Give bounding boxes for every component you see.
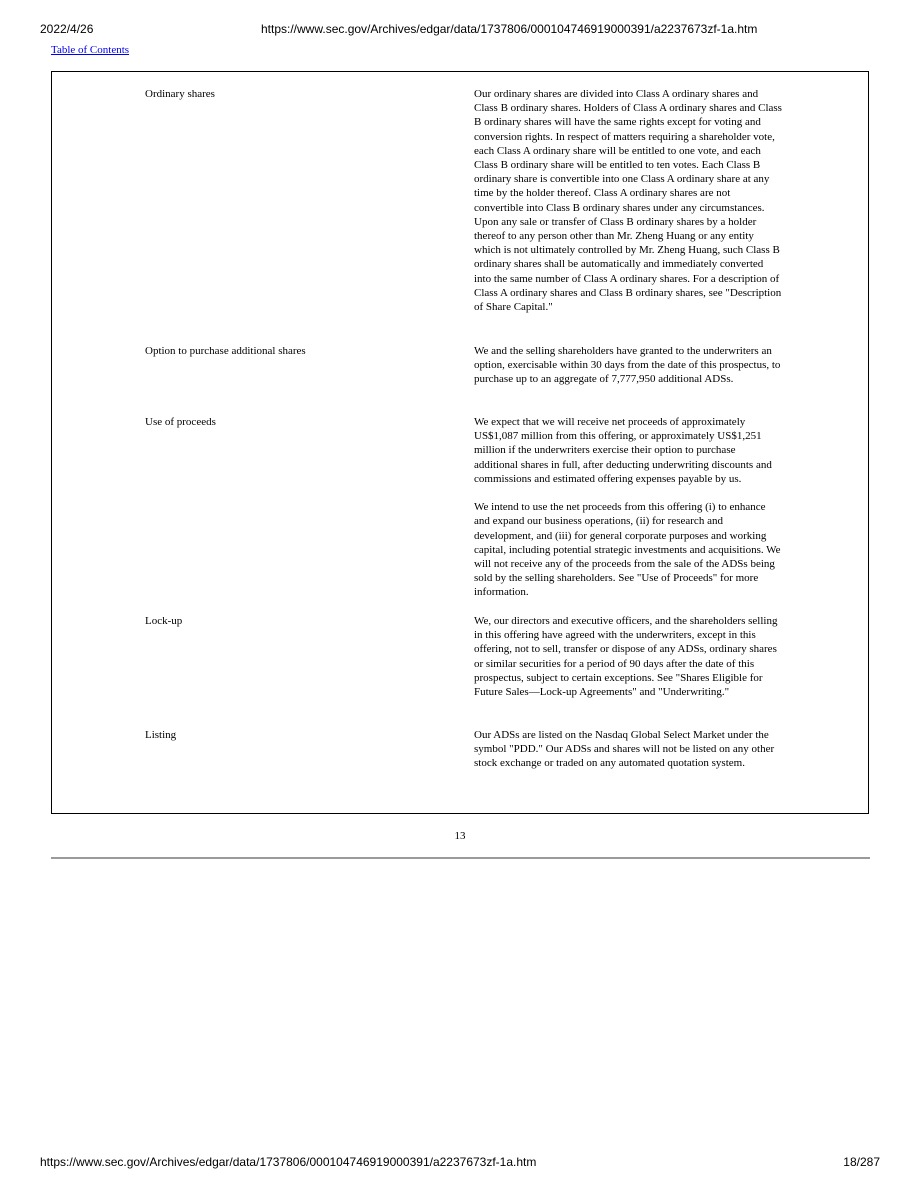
row-term: Option to purchase additional shares	[145, 345, 306, 357]
description-paragraph: We expect that we will receive net proceeds of approximately US$1,087 million from this offering, or approximately US$1,251 million if the underwriters exercise their option to purchase additional shares in full, after deducting underwriting discounts and commissions and estimated offering expenses payable by us.	[474, 416, 772, 485]
description-paragraph: Our ADSs are listed on the Nasdaq Global Select Market under the symbol "PDD." Our ADSs and shares will not be listed on any other stock exchange or traded on any automated quotation system.	[474, 729, 775, 770]
page-divider	[51, 857, 870, 859]
row-term: Ordinary shares	[145, 88, 215, 100]
description-paragraph: Our ordinary shares are divided into Class A ordinary shares and Class B ordinary shares. Holders of Class A ordinary shares and Class B ordinary shares will have the same rights except for voting and conversion rights. In respect of matters requiring a shareholder vote, each Class A ordinary share will be entitled to one vote, and each Class B ordinary share will be entitled to ten votes. Each Class B ordinary share is convertible into one Class A ordinary share at any time by the holder thereof. Class A ordinary shares are not convertible into Class B ordinary shares under any circumstances. Upon any sale or transfer of Class B ordinary shares by a holder thereof to any person other than Mr. Zheng Huang or any entity which is not ultimately controlled by Mr. Zheng Huang, such Class B ordinary shares shall be automatically and immediately converted into the same number of Class A ordinary shares. For a description of Class A ordinary shares and Class B ordinary shares, see "Description of Share Capital."	[474, 88, 782, 314]
offering-summary-box	[51, 71, 869, 814]
print-header-url: https://www.sec.gov/Archives/edgar/data/1737806/000104746919000391/a2237673zf-1a.htm	[261, 22, 758, 36]
table-of-contents-link[interactable]: Table of Contents	[51, 44, 130, 56]
row-description	[474, 344, 782, 387]
print-footer-page-count: 18/287	[843, 1155, 880, 1169]
row-description	[474, 614, 782, 699]
page-number: 13	[454, 830, 466, 842]
print-header-date: 2022/4/26	[40, 22, 94, 36]
row-term: Listing	[145, 729, 177, 741]
row-term: Use of proceeds	[145, 416, 216, 428]
row-description	[474, 87, 782, 314]
print-footer-url: https://www.sec.gov/Archives/edgar/data/1737806/000104746919000391/a2237673zf-1a.htm	[40, 1155, 537, 1169]
row-term: Lock-up	[145, 615, 183, 627]
description-paragraph: We intend to use the net proceeds from this offering (i) to enhance and expand our business operations, (ii) for research and development, and (iii) for general corporate purposes and working capital, including potential strategic investments and acquisitions. We will not receive any of the proceeds from the sale of the ADSs being sold by the selling shareholders. See "Use of Proceeds" for more information.	[474, 501, 781, 599]
row-description	[474, 415, 782, 600]
row-description	[474, 728, 782, 771]
description-paragraph: We, our directors and executive officers, and the shareholders selling in this offering have agreed with the underwriters, except in this offering, not to sell, transfer or dispose of any ADSs, ordinary shares or similar securities for a period of 90 days after the date of this prospectus, subject to certain exceptions. See "Shares Eligible for Future Sales—Lock-up Agreements" and "Underwriting."	[474, 615, 778, 699]
description-paragraph: We and the selling shareholders have granted to the underwriters an option, exercisable within 30 days from the date of this prospectus, to purchase up to an aggregate of 7,777,950 additional ADSs.	[474, 345, 781, 386]
